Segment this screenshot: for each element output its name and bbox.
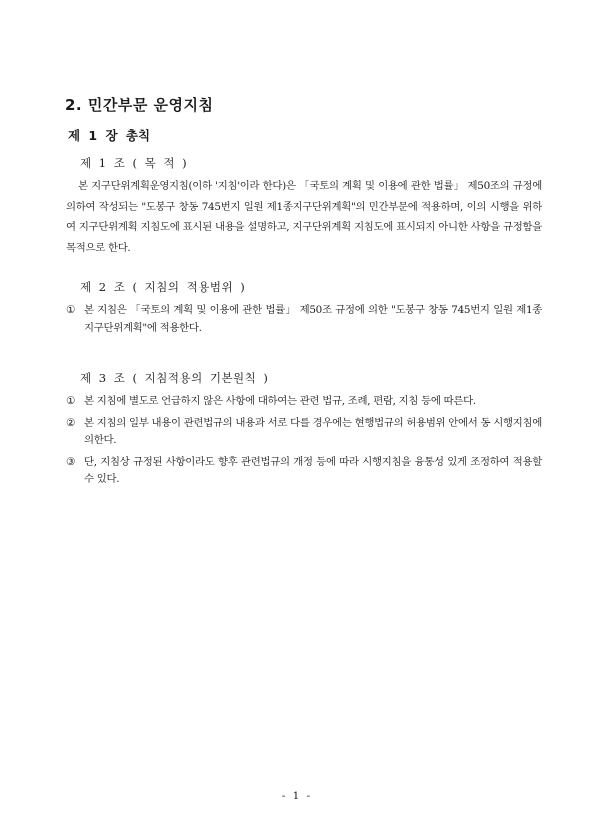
clause-item bbox=[66, 393, 542, 411]
clause-number: ③ bbox=[66, 455, 76, 468]
article-heading: 제 1 조 ( 목 적 ) bbox=[80, 156, 188, 170]
chapter-title: 제 1 장 총칙 bbox=[68, 128, 151, 143]
article-body: 본 지구단위계획운영지침(이하 '지침'이라 한다)은 「국토의 계획 및 이용에 관한 법률」 제50조의 규정에 의하여 작성되는 "도봉구 창동 745번지 일원 제1종지구단위계획"의 민간부문에 적용하며, 이의 시행을 위하여 지구단위계획 지침도에 표시된 내용을 설명하고, 지구단위계획 지침도에 표시되지 아니한 사항을 규정함을 목적으로 한다. bbox=[66, 180, 542, 254]
article-3 bbox=[66, 369, 542, 493]
clause-text: 본 지침은 「국토의 계획 및 이용에 관한 법률」 제50조 규정에 의한 "도봉구 창동 745번지 일원 제1종지구단위계획"에 적용한다. bbox=[84, 304, 542, 334]
clause-item bbox=[66, 415, 542, 450]
clause-text: 본 지침에 별도로 언급하지 않은 사항에 대하여는 관련 법규, 조례, 편람, 지침 등에 따른다. bbox=[84, 395, 476, 407]
clause-item bbox=[66, 302, 542, 337]
section-title: 2. 민간부문 운영지침 bbox=[65, 96, 214, 114]
clause-number: ① bbox=[66, 304, 76, 316]
article-1 bbox=[66, 154, 542, 258]
clause-number: ② bbox=[66, 416, 76, 429]
clause-number: ① bbox=[66, 395, 76, 407]
clause-text: 본 지침의 일부 내용이 관련법규의 내용과 서로 다를 경우에는 현행법규의 허용범위 안에서 동 시행지침에 의한다. bbox=[84, 416, 542, 446]
article-heading: 제 2 조 ( 지침의 적용범위 ) bbox=[80, 280, 246, 294]
page-number: - 1 - bbox=[281, 790, 313, 802]
clause-text: 단, 지침상 규정된 사항이라도 향후 관련법규의 개정 등에 따라 시행지침을 융통성 있게 조정하여 적용할 수 있다. bbox=[84, 455, 542, 485]
article-heading: 제 3 조 ( 지침적용의 기본원칙 ) bbox=[80, 371, 269, 385]
clause-item bbox=[66, 454, 542, 489]
article-2 bbox=[66, 278, 542, 341]
